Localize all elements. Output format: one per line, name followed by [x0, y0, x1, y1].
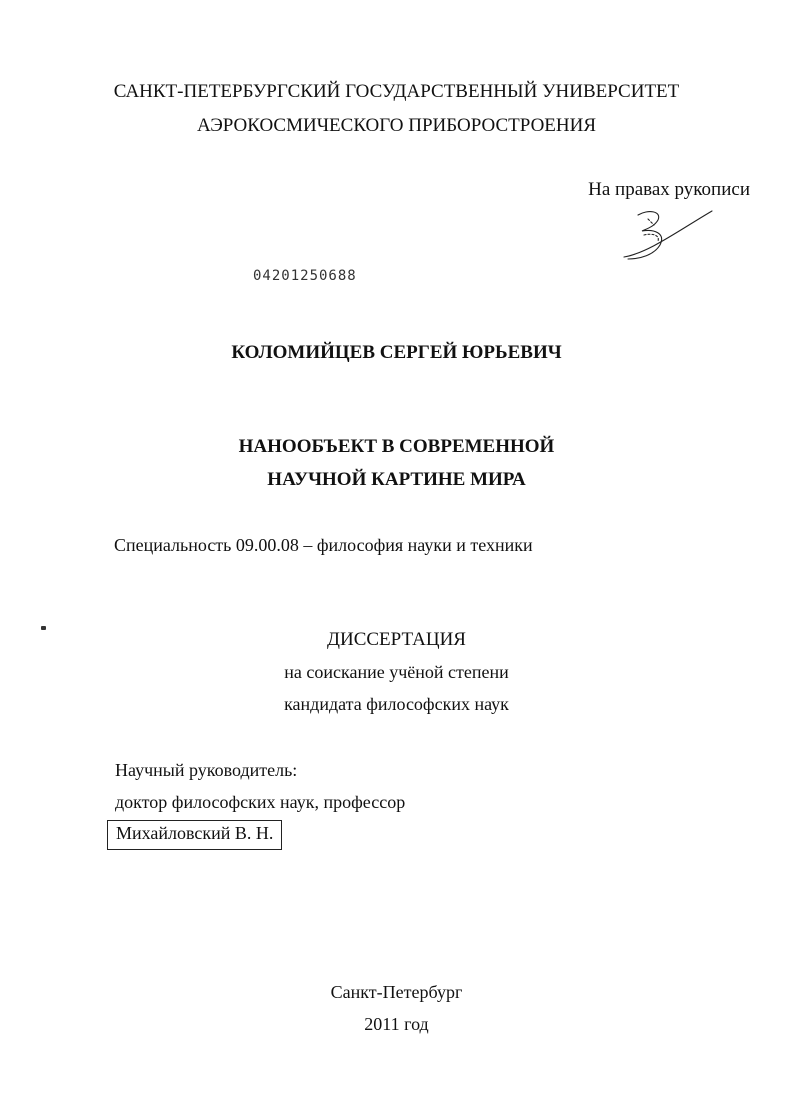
dissertation-heading: ДИССЕРТАЦИЯ [327, 629, 466, 650]
supervisor-name: Михайловский В. Н. [107, 820, 282, 850]
university-name-line1: САНКТ-ПЕТЕРБУРГСКИЙ ГОСУДАРСТВЕННЫЙ УНИВЕРСИТЕТ [113, 81, 680, 102]
supervisor-label: Научный руководитель: [115, 760, 298, 780]
university-name-line2: АЭРОКОСМИЧЕСКОГО ПРИБОРОСТРОЕНИЯ [196, 115, 597, 136]
title-line1: НАНООБЪЕКТ В СОВРЕМЕННОЙ [238, 436, 555, 457]
stamp-number: 04201250688 [253, 268, 357, 284]
specialty: Специальность 09.00.08 – философия науки и техники [114, 535, 533, 555]
dissertation-line2: кандидата философских наук [284, 694, 509, 714]
dissertation-line1: на соискание учёной степени [284, 662, 509, 682]
footer-city: Санкт-Петербург [330, 982, 463, 1002]
footer-year: 2011 год [364, 1014, 429, 1034]
supervisor-degree: доктор философских наук, профессор [115, 792, 406, 812]
manuscript-note: На правах рукописи [588, 179, 750, 200]
signature [618, 205, 718, 267]
title-line2: НАУЧНОЙ КАРТИНЕ МИРА [267, 469, 526, 490]
author-name: КОЛОМИЙЦЕВ СЕРГЕЙ ЮРЬЕВИЧ [231, 342, 562, 363]
